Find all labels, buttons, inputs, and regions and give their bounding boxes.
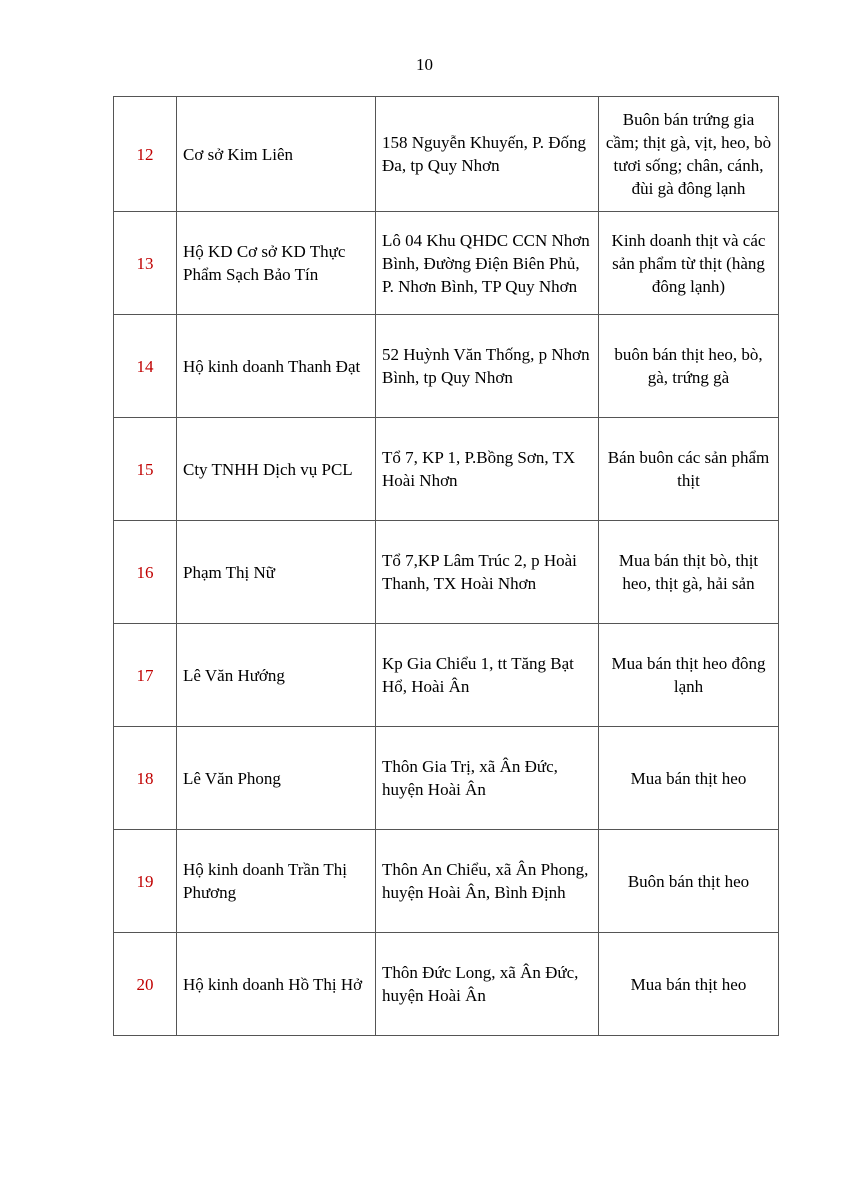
business-activity: Kinh doanh thịt và các sản phẩm từ thịt (hàng đông lạnh) (599, 212, 779, 315)
row-number: 12 (114, 97, 177, 212)
table-row (114, 830, 779, 933)
business-activity: Buôn bán trứng gia cầm; thịt gà, vịt, heo, bò tươi sống; chân, cánh, đùi gà đông lạnh (599, 97, 779, 212)
business-activity: Mua bán thịt heo đông lạnh (599, 624, 779, 727)
table-row (114, 418, 779, 521)
business-name: Phạm Thị Nữ (177, 521, 376, 624)
row-number: 18 (114, 727, 177, 830)
business-address: 52 Huỳnh Văn Thống, p Nhơn Bình, tp Quy Nhơn (376, 315, 599, 418)
business-activity: Buôn bán thịt heo (599, 830, 779, 933)
table-row (114, 315, 779, 418)
business-name: Hộ kinh doanh Thanh Đạt (177, 315, 376, 418)
table-row (114, 727, 779, 830)
row-number: 15 (114, 418, 177, 521)
business-address: Lô 04 Khu QHDC CCN Nhơn Bình, Đường Điện Biên Phủ, P. Nhơn Bình, TP Quy Nhơn (376, 212, 599, 315)
business-name: Hộ kinh doanh Hồ Thị Hở (177, 933, 376, 1036)
business-activity: Bán buôn các sản phẩm thịt (599, 418, 779, 521)
business-address: Tổ 7,KP Lâm Trúc 2, p Hoài Thanh, TX Hoài Nhơn (376, 521, 599, 624)
row-number: 17 (114, 624, 177, 727)
business-name: Hộ kinh doanh Trần Thị Phương (177, 830, 376, 933)
table-row (114, 521, 779, 624)
business-name: Lê Văn Hướng (177, 624, 376, 727)
business-address: 158 Nguyễn Khuyến, P. Đống Đa, tp Quy Nhơn (376, 97, 599, 212)
table-row (114, 212, 779, 315)
row-number: 13 (114, 212, 177, 315)
business-activity: buôn bán thịt heo, bò, gà, trứng gà (599, 315, 779, 418)
business-address: Thôn An Chiểu, xã Ân Phong, huyện Hoài Ân, Bình Định (376, 830, 599, 933)
business-activity: Mua bán thịt heo (599, 727, 779, 830)
business-name: Cơ sở Kim Liên (177, 97, 376, 212)
row-number: 19 (114, 830, 177, 933)
row-number: 16 (114, 521, 177, 624)
business-address: Kp Gia Chiểu 1, tt Tăng Bạt Hổ, Hoài Ân (376, 624, 599, 727)
business-address: Thôn Đức Long, xã Ân Đức, huyện Hoài Ân (376, 933, 599, 1036)
row-number: 14 (114, 315, 177, 418)
business-address: Thôn Gia Trị, xã Ân Đức, huyện Hoài Ân (376, 727, 599, 830)
business-name: Cty TNHH Dịch vụ PCL (177, 418, 376, 521)
business-address: Tổ 7, KP 1, P.Bồng Sơn, TX Hoài Nhơn (376, 418, 599, 521)
page-number: 10 (416, 55, 433, 74)
table-row (114, 624, 779, 727)
business-activity: Mua bán thịt heo (599, 933, 779, 1036)
business-list-table (113, 96, 779, 1036)
table-row (114, 933, 779, 1036)
row-number: 20 (114, 933, 177, 1036)
business-name: Hộ KD Cơ sở KD Thực Phẩm Sạch Bảo Tín (177, 212, 376, 315)
business-activity: Mua bán thịt bò, thịt heo, thịt gà, hải sản (599, 521, 779, 624)
table-row (114, 97, 779, 212)
business-name: Lê Văn Phong (177, 727, 376, 830)
